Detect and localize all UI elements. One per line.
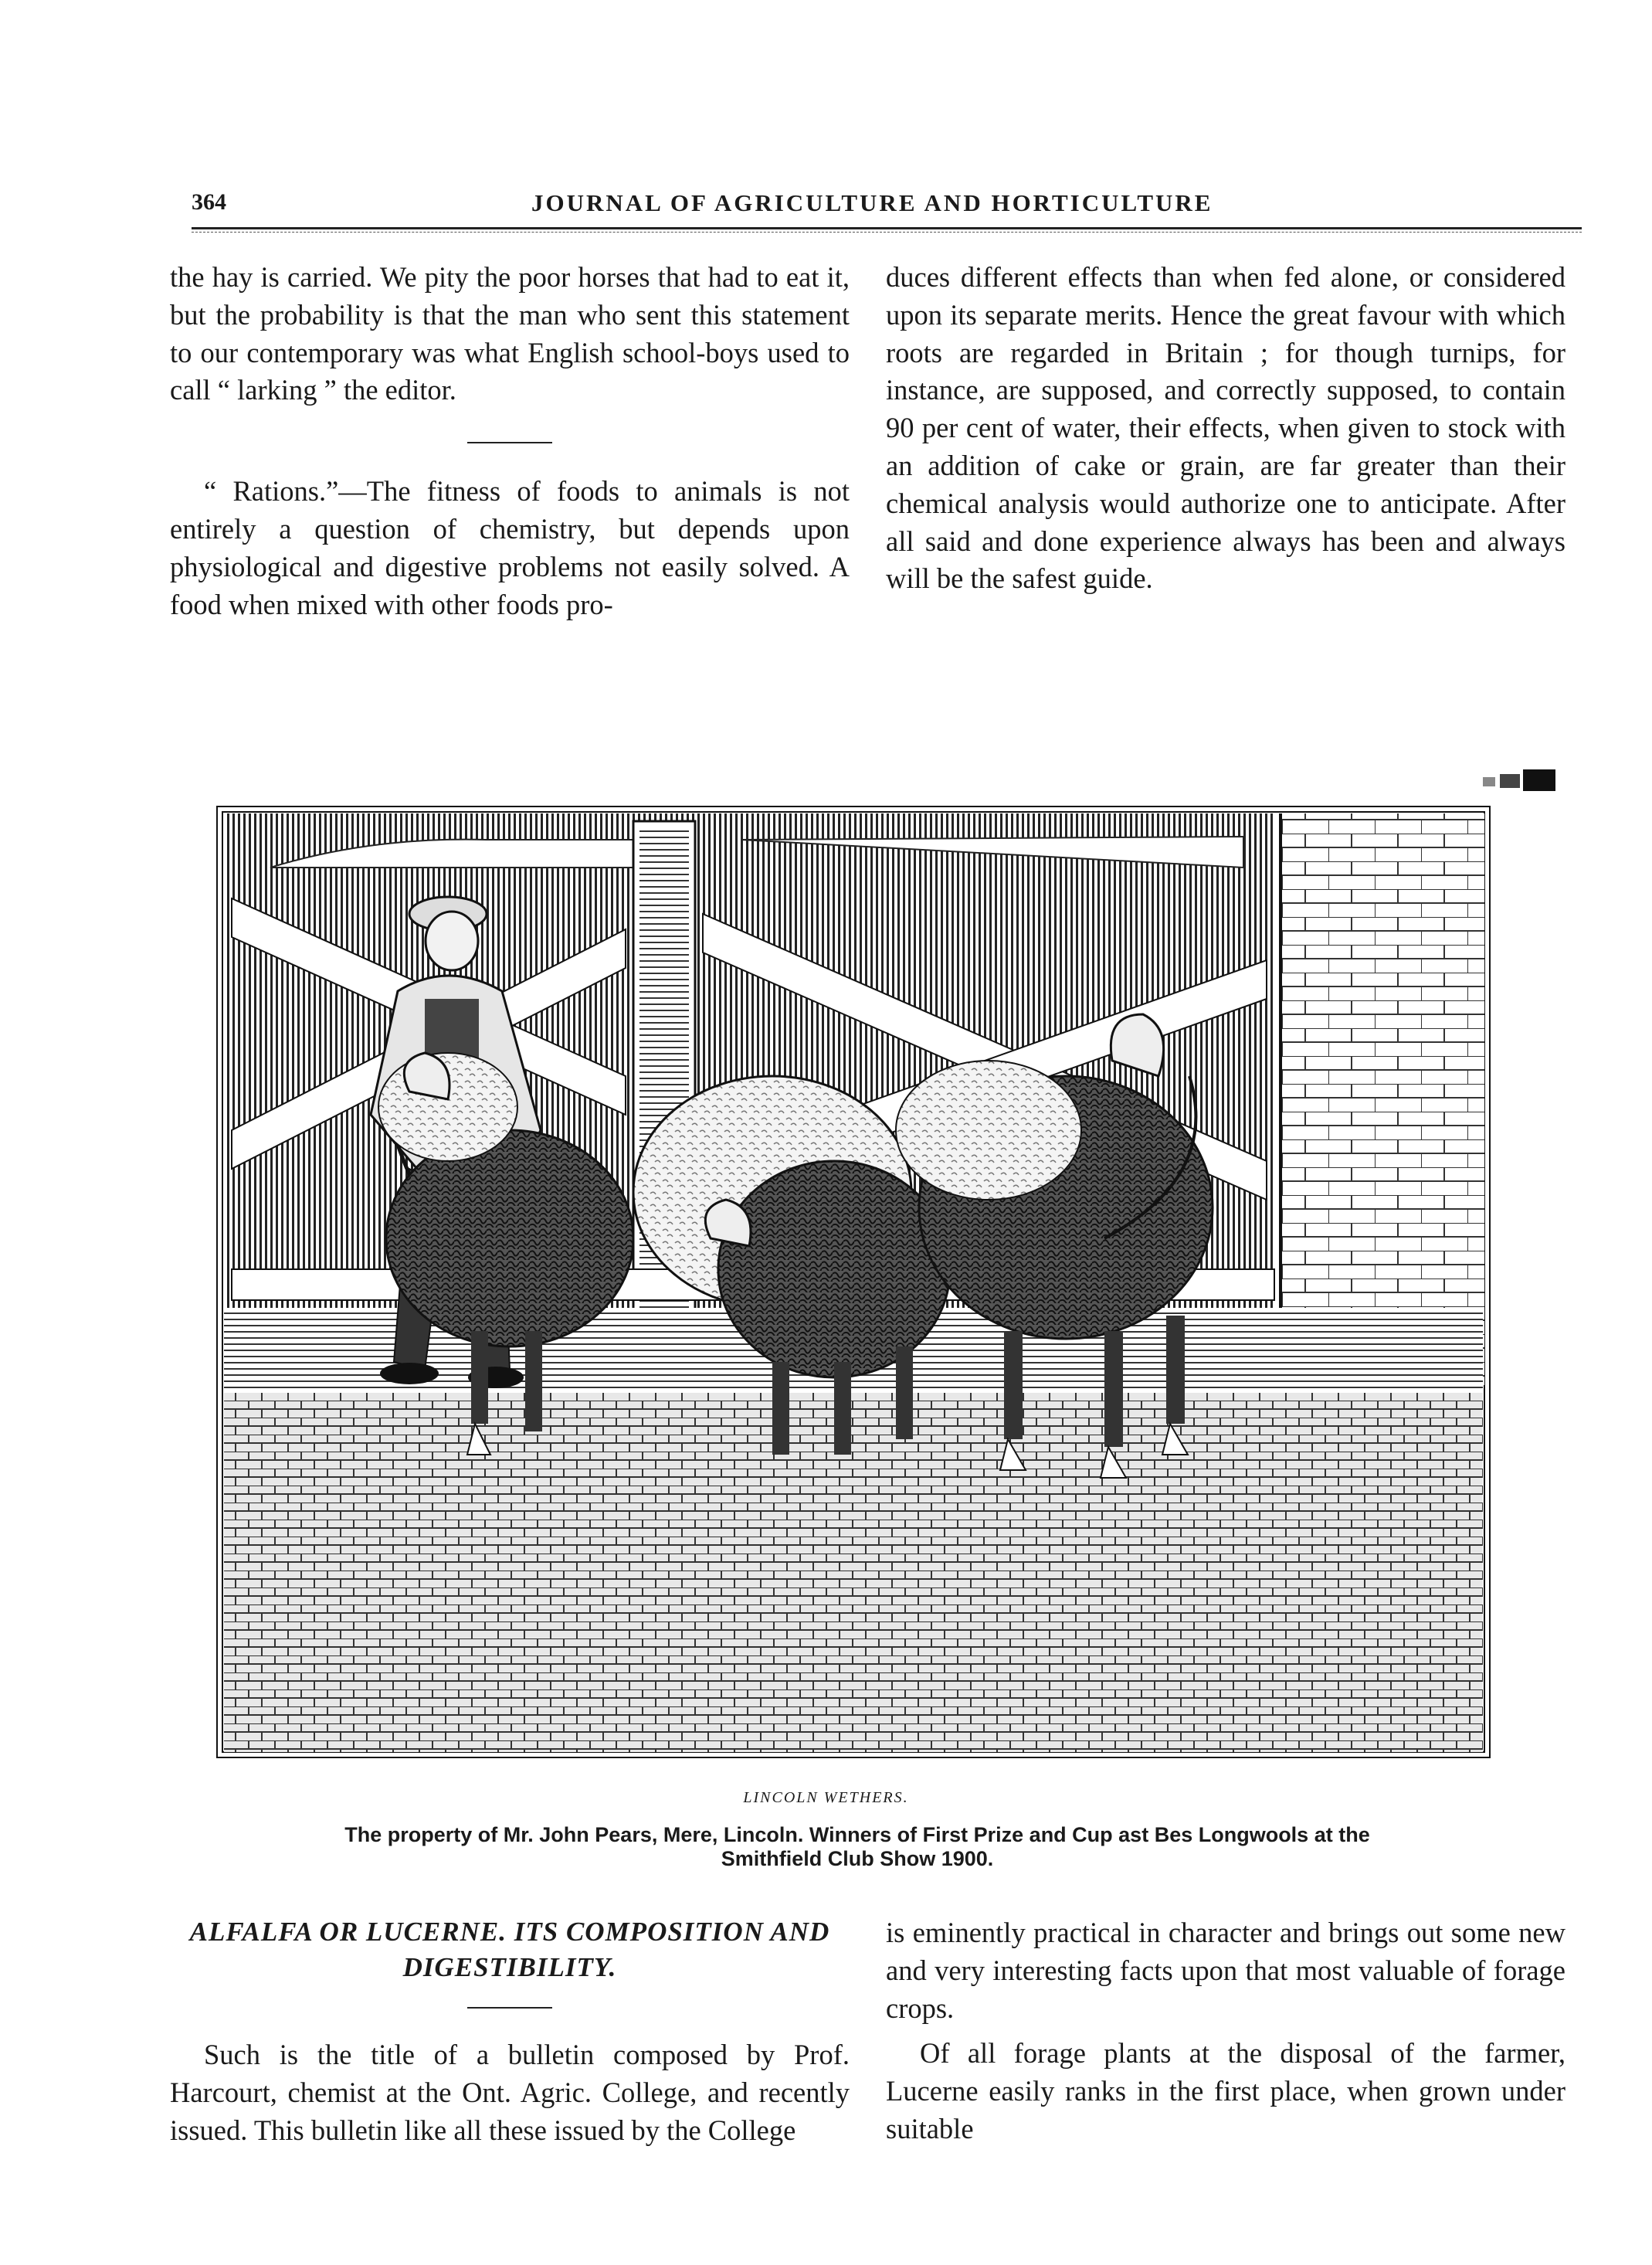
left-column-bottom [170, 1914, 850, 2149]
figure-caption-text: The property of Mr. John Pears, Mere, Lincoln. Winners of First Prize and Cup ast Bes Longwools at the Smithfield Club Show 1900. [344, 1823, 1370, 1870]
figure-caption-label: LINCOLN WETHERS. [743, 1789, 909, 1806]
header-rule-dashed [192, 232, 1582, 233]
left-column-top [170, 259, 850, 623]
header-rule [192, 227, 1582, 229]
paragraph-practical: is eminently practical in character and brings out some new and very interesting facts upon that most valuable of forage crops. [886, 1917, 1565, 2024]
heading-divider [467, 2007, 552, 2009]
paragraph-forage-plants: Of all forage plants at the disposal of the farmer, Lucerne easily ranks in the first place, when grown under suitable [886, 2037, 1565, 2144]
article-heading: ALFALFA OR LUCERNE. ITS COMPOSITION AND DIGESTIBILITY. [189, 1917, 830, 1982]
paragraph-rations: “ Rations.”—The fitness of foods to animals is not entirely a question of chemistry, but depends upon physiological and digestive problems not easily solved. A food when mixed with other foods pro- [170, 475, 850, 620]
ink-blot-icon [1469, 765, 1562, 799]
paragraph-rations-continued: duces different effects than when fed alone, or considered upon its separate merits. Hence the great favour with which roots are regarded in Britain ; for though turnips, for instance, are supposed, and correctly supposed, to contain 90 per cent of water, their effects, when given to stock with an addition of cake or grain, are far greater than their chemical analysis would authorize one to anticipate. After all said and done experience always has been and always will be the safest guide. [886, 261, 1565, 595]
journal-title: JOURNAL OF AGRICULTURE AND HORTICULTURE [531, 189, 1213, 216]
right-column-bottom [886, 1914, 1565, 2148]
lincoln-wethers-illustration [216, 806, 1491, 1758]
paragraph-bulletin: Such is the title of a bulletin composed by Prof. Harcourt, chemist at the Ont. Agric. College, and recently issued. This bulletin like all these issued by the College [170, 2039, 850, 2146]
page-number: 364 [192, 189, 226, 215]
running-head [192, 189, 1582, 228]
section-divider [467, 442, 552, 443]
right-column-top [886, 259, 1565, 598]
paragraph-hay: the hay is carried. We pity the poor horses that had to eat it, but the probability is that the man who sent this statement to our contemporary was what English school-boys used to call “ larking ” the editor. [170, 261, 850, 406]
